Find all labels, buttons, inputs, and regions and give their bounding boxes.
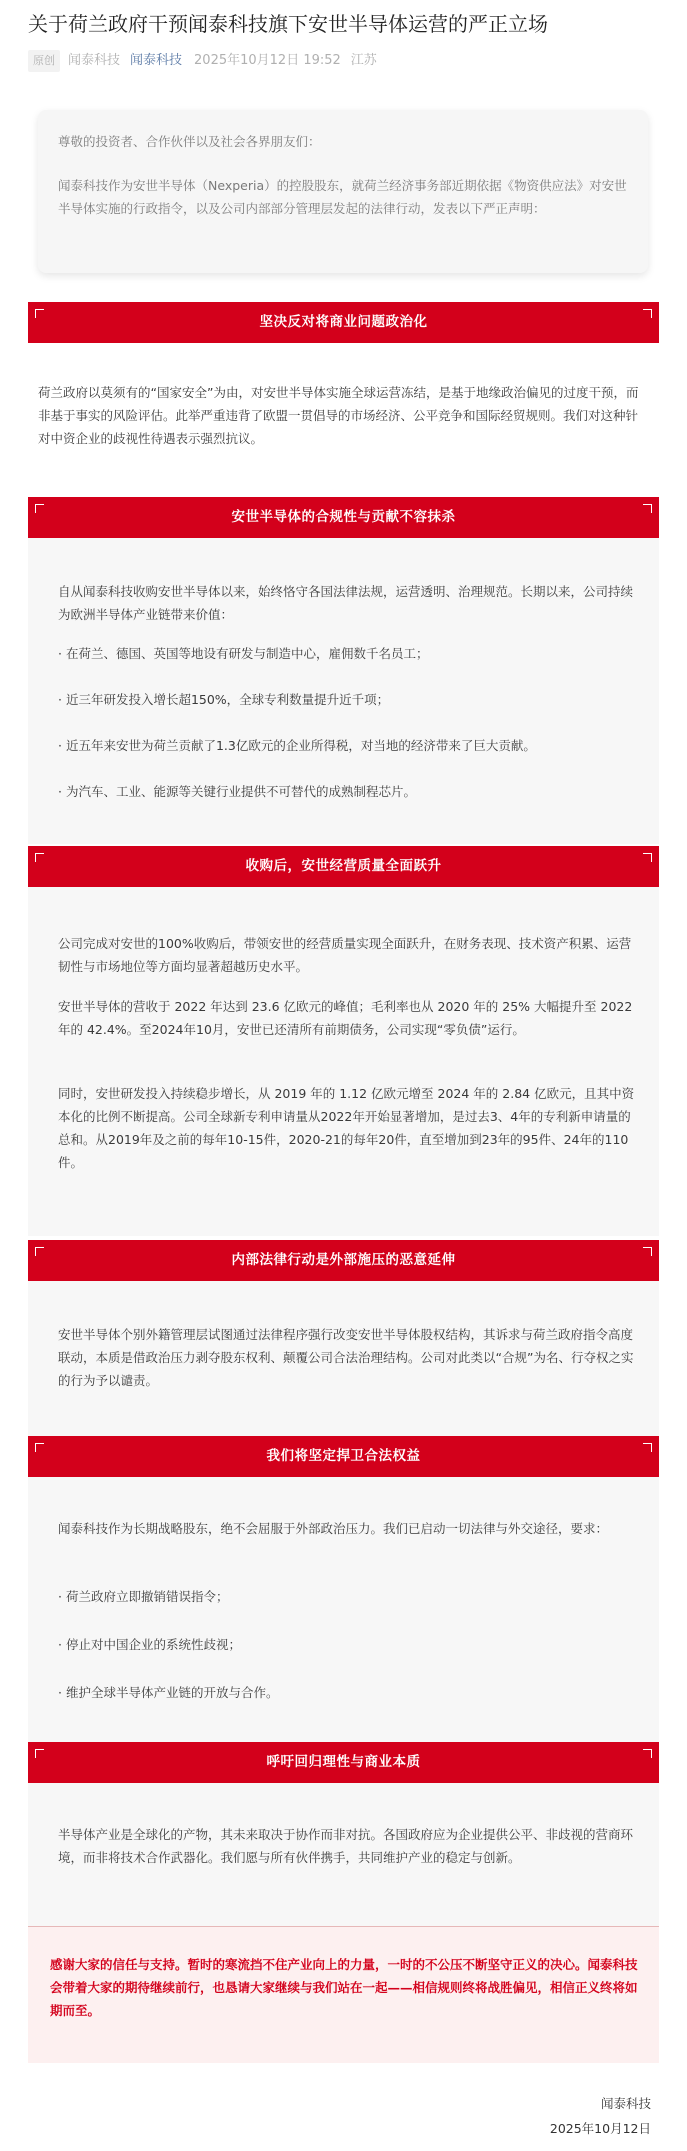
signature-date: 2025年10月12日 <box>549 2121 651 2136</box>
section-heading: 收购后，安世经营质量全面跃升 <box>245 858 442 874</box>
bullet-item: · 维护全球半导体产业链的开放与合作。 <box>58 1685 279 1700</box>
bullet-item: · 近三年研发投入增长超150%，全球专利数量提升近千项； <box>58 692 390 707</box>
section-body <box>28 887 659 1236</box>
publish-location: 江苏 <box>350 53 377 68</box>
section-body <box>28 343 659 478</box>
section-paragraph: 同时，安世研发投入持续稳步增长，从 2019 年的 1.12 亿欧元增至 2024 年的 2.84 亿欧元，且其中资本化的比例不断提高。公司全球新专利申请量从2022年开始显著增加，是过去3、4年的专利新申请量的总和。从2019年及之前的每年10-15件，2020-21的每年20件，直至增加到23年的95件、24年的110件。 <box>58 1086 635 1170</box>
section-paragraph: 公司完成对安世的100%收购后，带领安世的经营质量实现全面跃升，在财务表现、技术资产积累、运营韧性与市场地位等方面均显著超越历史水平。 <box>58 936 632 974</box>
original-badge: 原创 <box>28 50 60 72</box>
section-paragraph: 荷兰政府以莫须有的“国家安全”为由，对安世半导体实施全球运营冻结，是基于地缘政治偏见的过度干预，而非基于事实的风险评估。此举严重违背了欧盟一贯倡导的市场经济、公平竞争和国际经贸规则。我们对这种针对中资企业的歧视性待遇表示强烈抗议。 <box>38 385 639 446</box>
section-banner <box>28 1240 659 1281</box>
section-body <box>28 1783 659 1926</box>
bullet-item: · 荷兰政府立即撤销错误指令； <box>58 1589 229 1604</box>
section-banner <box>28 1436 659 1477</box>
section-paragraph: 半导体产业是全球化的产物，其未来取决于协作而非对抗。各国政府应为企业提供公平、非歧视的营商环境，而非将技术合作武器化。我们愿与所有伙伴携手，共同维护产业的稳定与创新。 <box>58 1827 634 1865</box>
signature-company: 闻泰科技 <box>600 2096 651 2111</box>
bullet-item: · 在荷兰、德国、英国等地设有研发与制造中心，雇佣数千名员工； <box>58 646 429 661</box>
section-body <box>28 1281 659 1436</box>
section-banner <box>28 302 659 343</box>
article-title: 关于荷兰政府干预闻泰科技旗下安世半导体运营的严正立场 <box>28 12 548 36</box>
section-paragraph: 安世半导体个别外籍管理层试图通过法律程序强行改变安世半导体股权结构，其诉求与荷兰政府指令高度联动，本质是借政治压力剥夺股东权利、颠覆公司合法治理结构。公司对此类以“合规”为名、行夺权之实的行为予以谴责。 <box>58 1327 634 1388</box>
section-paragraph: 闻泰科技作为长期战略股东，绝不会屈服于外部政治压力。我们已启动一切法律与外交途径，要求： <box>58 1521 609 1536</box>
closing-text: 感谢大家的信任与支持。暂时的寒流挡不住产业向上的力量，一时的不公压不断坚守正义的决心。闻泰科技会带着大家的期待继续前行，也恳请大家继续与我们站在一起——相信规则终将战胜偏见，相信正义终将如期而至。 <box>50 1957 638 2018</box>
account-link[interactable]: 闻泰科技 <box>130 53 183 68</box>
section-banner <box>28 846 659 887</box>
section-heading: 呼吁回归理性与商业本质 <box>266 1754 421 1770</box>
section-heading: 内部法律行动是外部施压的恶意延伸 <box>231 1252 456 1268</box>
section-body <box>28 538 659 844</box>
section-body <box>28 1477 659 1742</box>
bullet-item: · 近五年来安世为荷兰贡献了1.3亿欧元的企业所得税，对当地的经济带来了巨大贡献。 <box>58 738 536 753</box>
section-paragraph: 安世半导体的营收于 2022 年达到 23.6 亿欧元的峰值；毛利率也从 2020 年的 25% 大幅提升至 2022 年的 42.4%。至2024年10月，安世已还清所有前期债务，公司实现“零负债”运行。 <box>58 999 633 1037</box>
bullet-item: · 为汽车、工业、能源等关键行业提供不可替代的成熟制程芯片。 <box>58 784 416 799</box>
source-name: 闻泰科技 <box>68 53 121 68</box>
bullet-item: · 停止对中国企业的系统性歧视； <box>58 1637 241 1652</box>
article-meta <box>28 50 377 72</box>
section-heading: 我们将坚定捍卫合法权益 <box>266 1448 421 1464</box>
publish-time: 2025年10月12日 19:52 <box>194 53 341 68</box>
section-heading: 坚决反对将商业问题政治化 <box>259 314 428 330</box>
section-paragraph: 自从闻泰科技收购安世半导体以来，始终恪守各国法律法规，运营透明、治理规范。长期以来，公司持续为欧洲半导体产业链带来价值： <box>58 584 634 622</box>
closing-statement <box>28 1926 659 2063</box>
section-banner <box>28 497 659 538</box>
greeting-salutation: 尊敬的投资者、合作伙伴以及社会各界朋友们： <box>58 134 321 149</box>
section-heading: 安世半导体的合规性与贡献不容抹杀 <box>231 509 456 525</box>
section-banner <box>28 1742 659 1783</box>
greeting-card <box>38 110 648 273</box>
greeting-intro: 闻泰科技作为安世半导体（Nexperia）的控股股东，就荷兰经济事务部近期依据《物资供应法》对安世半导体实施的行政指令，以及公司内部部分管理层发起的法律行动，发表以下严正声明： <box>58 178 627 216</box>
